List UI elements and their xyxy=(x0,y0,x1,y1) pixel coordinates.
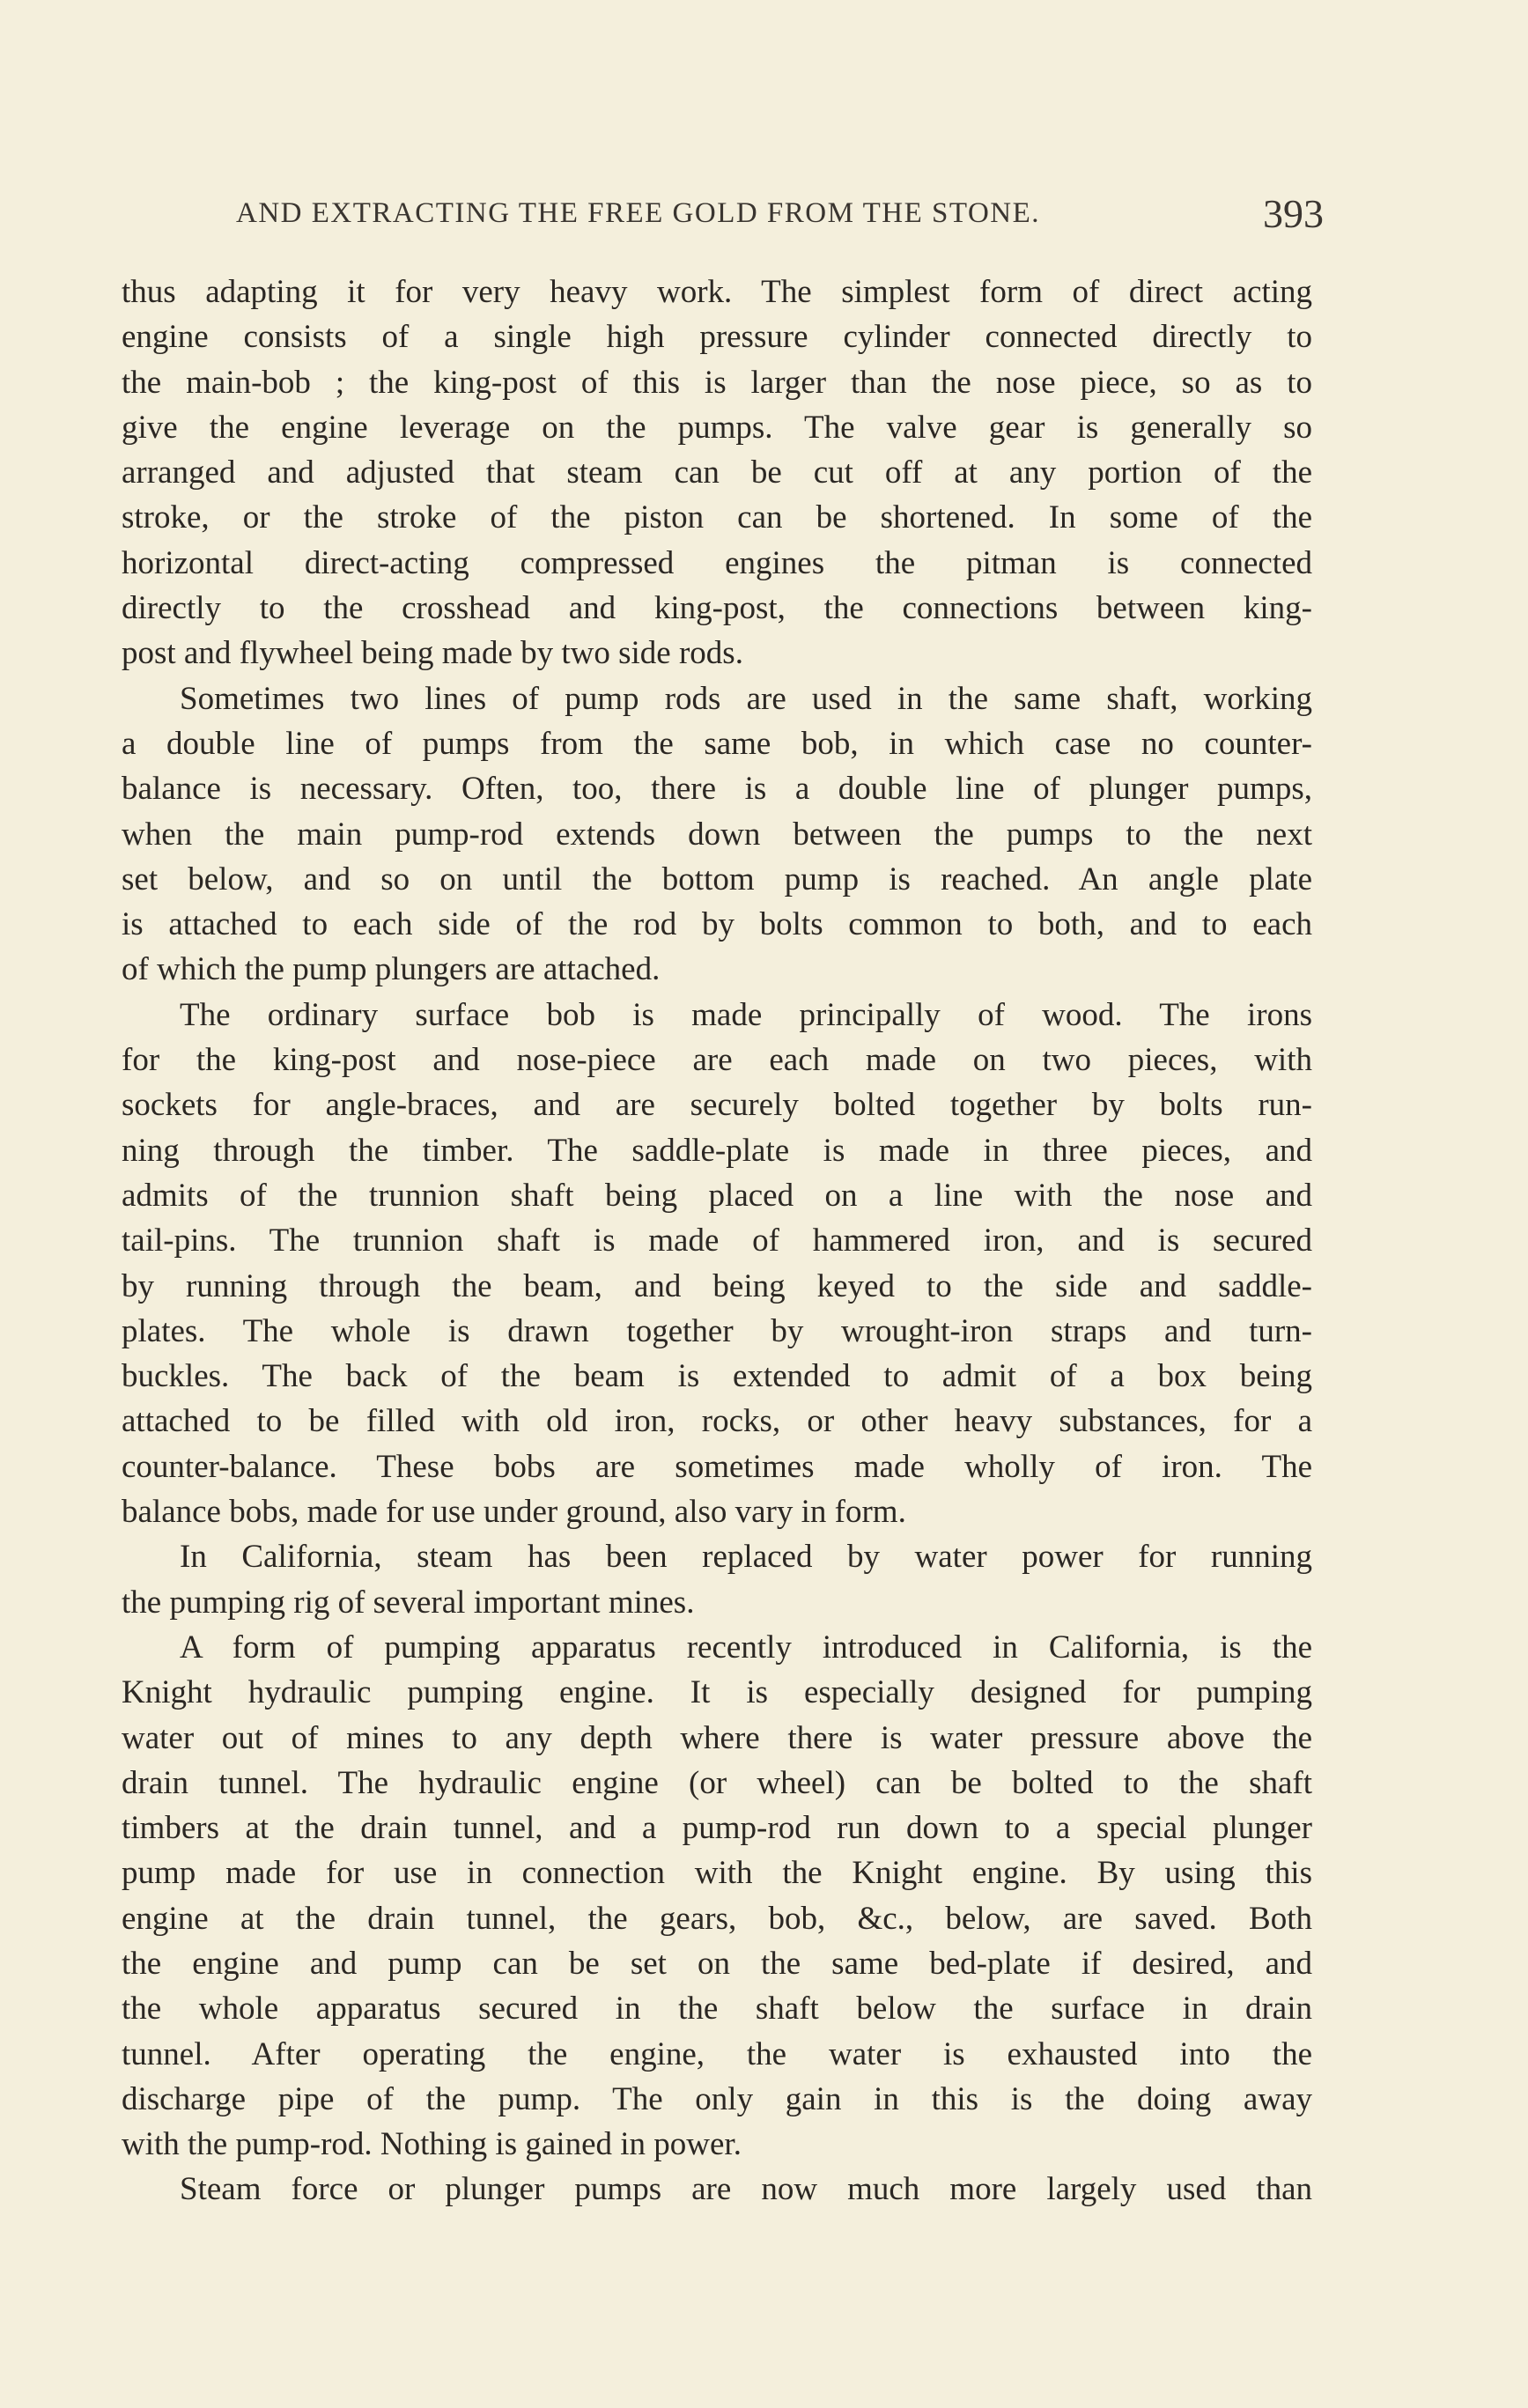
text-line: admits of the trunnion shaft being placed on a line with the nose and xyxy=(122,1177,1312,1214)
text-line: when the main pump-rod extends down between the pumps to the next xyxy=(122,816,1312,853)
text-line: counter-balance. These bobs are sometimes made wholly of iron. The xyxy=(122,1448,1312,1485)
text-line: with the pump-rod. Nothing is gained in power. xyxy=(122,2126,742,2163)
text-line: ning through the timber. The saddle-plate is made in three pieces, and xyxy=(122,1132,1312,1169)
text-line: drain tunnel. The hydraulic engine (or wheel) can be bolted to the shaft xyxy=(122,1764,1312,1801)
text-line: balance bobs, made for use under ground, also vary in form. xyxy=(122,1494,906,1531)
text-line: horizontal direct-acting compressed engines the pitman is connected xyxy=(122,544,1312,581)
text-line: discharge pipe of the pump. The only gain in this is the doing away xyxy=(122,2080,1312,2117)
page-number: 393 xyxy=(1263,191,1324,236)
text-line: timbers at the drain tunnel, and a pump-rod run down to a special plunger xyxy=(122,1810,1312,1847)
text-line: balance is necessary. Often, too, there is a double line of plunger pumps, xyxy=(122,771,1312,808)
text-line: A form of pumping apparatus recently introduced in California, is the xyxy=(180,1629,1312,1666)
text-line: arranged and adjusted that steam can be cut off at any portion of the xyxy=(122,454,1312,491)
text-line: Knight hydraulic pumping engine. It is especially designed for pumping xyxy=(122,1674,1312,1711)
text-line: tunnel. After operating the engine, the water is exhausted into the xyxy=(122,2035,1312,2072)
text-line: the pumping rig of several important mines. xyxy=(122,1584,695,1621)
text-line: directly to the crosshead and king-post, the connections between king- xyxy=(122,590,1312,627)
text-line: In California, steam has been replaced by water power for running xyxy=(180,1539,1312,1576)
body-text xyxy=(122,270,1312,2212)
text-line: set below, and so on until the bottom pump is reached. An angle plate xyxy=(122,861,1312,897)
text-line: by running through the beam, and being keyed to the side and saddle- xyxy=(122,1267,1312,1304)
running-title: AND EXTRACTING THE FREE GOLD FROM THE STONE. xyxy=(236,197,1041,229)
text-line: for the king-post and nose-piece are each made on two pieces, with xyxy=(122,1042,1312,1079)
text-line: attached to be filled with old iron, rocks, or other heavy substances, for a xyxy=(122,1403,1312,1440)
text-line: tail-pins. The trunnion shaft is made of hammered iron, and is secured xyxy=(122,1222,1312,1259)
text-line: post and flywheel being made by two side rods. xyxy=(122,635,743,672)
text-line: give the engine leverage on the pumps. The valve gear is generally so xyxy=(122,409,1312,446)
text-line: the whole apparatus secured in the shaft below the surface in drain xyxy=(122,1991,1312,2028)
text-line: buckles. The back of the beam is extended to admit of a box being xyxy=(122,1358,1312,1395)
text-line: the engine and pump can be set on the same bed-plate if desired, and xyxy=(122,1945,1312,1982)
text-line: The ordinary surface bob is made principally of wood. The irons xyxy=(180,996,1312,1033)
text-line: thus adapting it for very heavy work. The simplest form of direct acting xyxy=(122,274,1312,310)
text-line: Sometimes two lines of pump rods are used in the same shaft, working xyxy=(180,680,1312,717)
running-header xyxy=(236,190,1324,243)
text-line: plates. The whole is drawn together by wrought-iron straps and turn- xyxy=(122,1312,1312,1349)
text-line: Steam force or plunger pumps are now much more largely used than xyxy=(180,2171,1312,2208)
text-line: engine at the drain tunnel, the gears, bob, &c., below, are saved. Both xyxy=(122,1900,1312,1937)
text-line: is attached to each side of the rod by bolts common to both, and to each xyxy=(122,906,1312,943)
text-line: sockets for angle-braces, and are securely bolted together by bolts run- xyxy=(122,1087,1312,1124)
text-line: water out of mines to any depth where there is water pressure above the xyxy=(122,1719,1312,1756)
text-line: pump made for use in connection with the Knight engine. By using this xyxy=(122,1855,1312,1892)
text-line: of which the pump plungers are attached. xyxy=(122,951,661,988)
text-line: stroke, or the stroke of the piston can be shortened. In some of the xyxy=(122,499,1312,536)
text-line: engine consists of a single high pressure cylinder connected directly to xyxy=(122,319,1312,356)
text-line: the main-bob ; the king-post of this is larger than the nose piece, so as to xyxy=(122,364,1312,401)
text-line: a double line of pumps from the same bob, in which case no counter- xyxy=(122,725,1312,762)
